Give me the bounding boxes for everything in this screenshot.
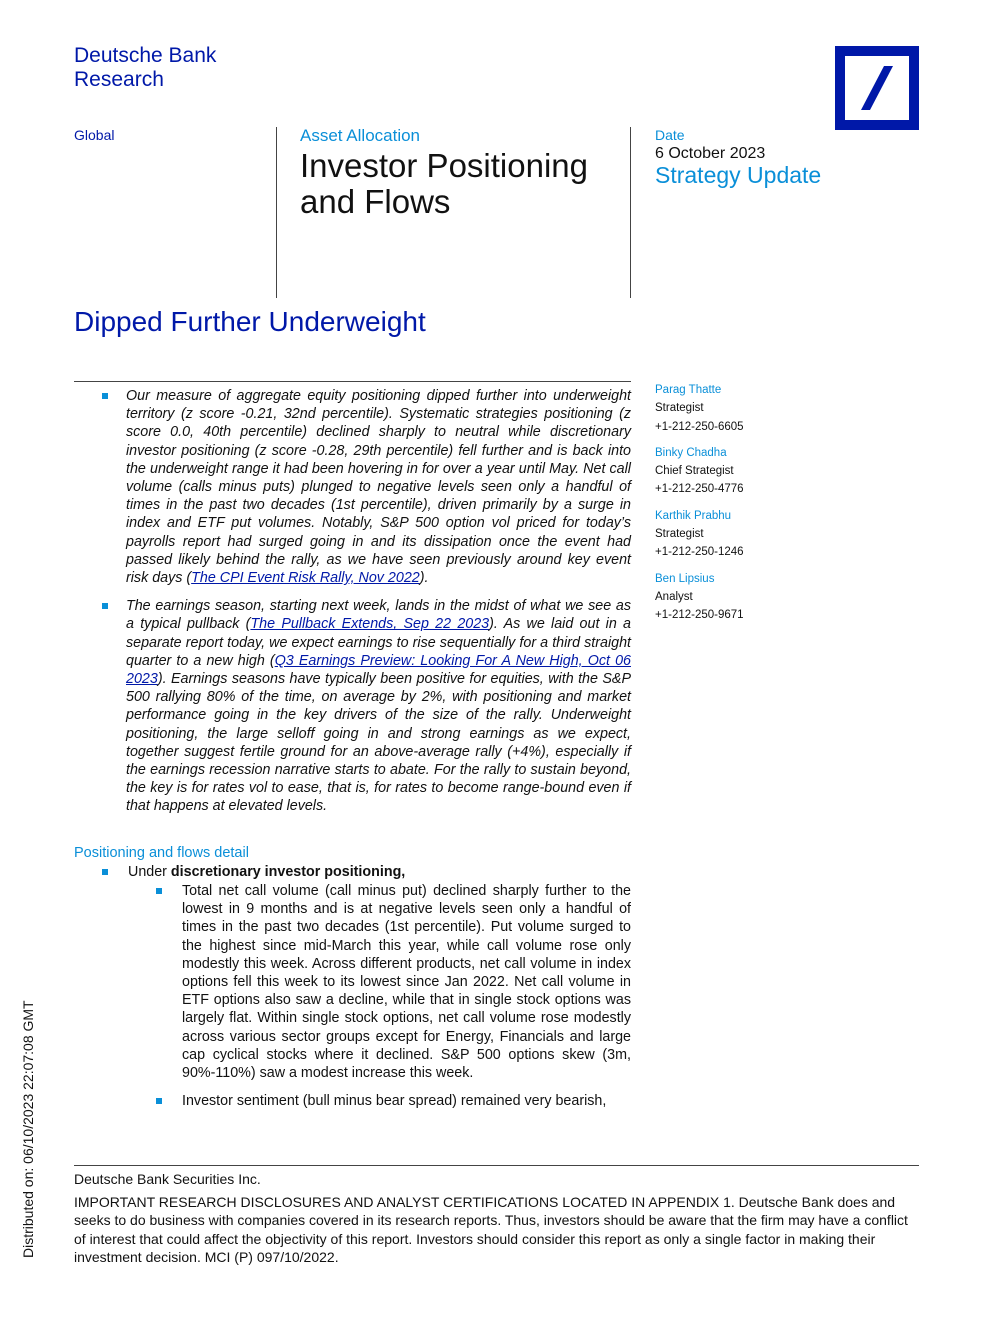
summary-bullet [102,597,631,815]
column-divider [630,127,631,298]
deutsche-bank-logo-icon [835,46,919,130]
column-divider [276,127,277,298]
author-phone: +1-212-250-6605 [655,420,744,433]
summary-text: ). Earnings seasons have typically been positive for equities, with the S&P 500 rallying 80% of the time, on average by 2%, with positioning and market performance going in the key drivers of the size of the rally. Underweight positioning, the large selloff going in and strong earnings as we expect, together suggest fertile ground for an above-average rally (+4%), especially if the earnings recession narrative starts to abate. For the rally to sustain beyond, the key is for rates vol to ease, that is, for rates to become range-bound even if that happens at elevated levels. [126,671,631,815]
bullet-square-icon [156,1098,162,1104]
author-role: Strategist [655,528,704,541]
author-entry [655,444,855,499]
bullet-square-icon [102,869,108,875]
author-entry [655,381,855,436]
brand-name [74,44,216,92]
summary-text: ). As we laid out in a separate report today, we expect earnings to rise sequentially for a third straight quarter to a new high ( [126,616,631,669]
report-type: Strategy Update [655,162,822,188]
bullet-square-icon [156,888,162,894]
author-role: Analyst [655,590,693,603]
author-name[interactable]: Ben Lipsius [655,572,715,585]
date-value: 6 October 2023 [655,145,766,162]
footer-divider [74,1165,919,1166]
author-phone: +1-212-250-4776 [655,483,744,496]
date-label: Date [655,127,685,143]
region-label: Global [74,127,115,143]
report-title-line-1: Investor Positioning [300,147,588,184]
headline: Dipped Further Underweight [74,306,426,337]
author-name[interactable]: Binky Chadha [655,446,727,459]
author-phone: +1-212-250-9671 [655,609,744,622]
summary-bullet [102,387,631,587]
author-role: Chief Strategist [655,465,734,478]
author-role: Strategist [655,402,704,415]
report-link[interactable]: The CPI Event Risk Rally, Nov 2022 [191,570,420,587]
author-entry [655,570,855,625]
footer-disclosure: IMPORTANT RESEARCH DISCLOSURES AND ANALYST CERTIFICATIONS LOCATED IN APPENDIX 1. Deutsche Bank does and seeks to do business with companies covered in its research reports. Thus, investors should be aware that the firm may have a conflict of interest that could affect the objectivity of this report. Investors should consider this report as only a single factor in making their investment decision. MCI (P) 097/10/2022. [74,1194,908,1266]
detail-bullet-level-2-list [156,882,631,1110]
author-name[interactable]: Parag Thatte [655,384,722,396]
summary-text: Our measure of aggregate equity positioning dipped further into underweight territory (z score -0.21, 32nd percentile). Systematic strategies positioning (z score 0.0, 40th percentile) declined sharply to neutral while discretionary investor positioning (z score -0.28, 29th percentile) fell further and is back into the underweight range it had been hovering in for over a year until May. Net call volume (calls minus puts) plunged to negative levels seen only a handful of times in the past two decades (1st percentile), driven primarily by a surge in index and ETF put volumes. Notably, S&P 500 option vol priced for today’s payrolls report had surged going in and its dissipation once the event had passed likely behind the rally, as we have seen previously around key event risk days ( [126,388,631,587]
author-entry [655,507,855,562]
summary-list [102,387,631,826]
detail-text: Investor sentiment (bull minus bear spread) remained very bearish, [182,1093,607,1110]
report-title-line-2: and Flows [300,183,451,220]
detail-prefix: Under [128,864,171,880]
report-link[interactable]: The Pullback Extends, Sep 22 2023 [250,616,490,633]
author-phone: +1-212-250-1246 [655,546,744,559]
distribution-stamp: Distributed on: 06/10/2023 22:07:08 GMT [20,1000,36,1258]
summary-text: The earnings season, starting next week, lands in the midst of what we see as a typical pullback ( [126,598,631,633]
author-name[interactable]: Karthik Prabhu [655,509,732,522]
brand-line-2: Research [74,68,164,91]
detail-bullet [156,1092,631,1110]
detail-text: Total net call volume (call minus put) declined sharply further to the lowest in 9 months and is at negative levels seen only a handful of times in the past two decades (1st percentile). Put volume surged to the highest since mid-March this year, while call volume rose only modestly this week. Across different products, net call volume in index options fell this week to its lowest since Jan 2022. Net call volume in ETF options also saw a decline, while that in single stock options was largely flat. Within single stock options, net call volume rose modestly across various sector groups except for Energy, Financials and large cap cyclical stocks where it declined. S&P 500 options skew (3m, 90%-110%) saw a modest increase this week. [182,883,631,1082]
bullet-square-icon [102,393,108,399]
section-heading: Positioning and flows detail [74,845,249,861]
brand-line-1: Deutsche Bank [74,44,217,67]
report-category: Asset Allocation [300,126,421,145]
divider [74,381,631,382]
detail-bullet [156,882,631,1082]
summary-text: ). [419,570,429,587]
author-list [655,381,855,625]
footer-company: Deutsche Bank Securities Inc. [74,1171,261,1187]
detail-bold-text: discretionary investor positioning, [170,864,406,880]
bullet-square-icon [102,603,108,609]
report-link[interactable]: Q3 Earnings Preview: Looking For A New High, Oct 06 2023 [126,652,631,688]
report-title [300,148,620,220]
detail-bullet-level-1 [102,863,631,881]
